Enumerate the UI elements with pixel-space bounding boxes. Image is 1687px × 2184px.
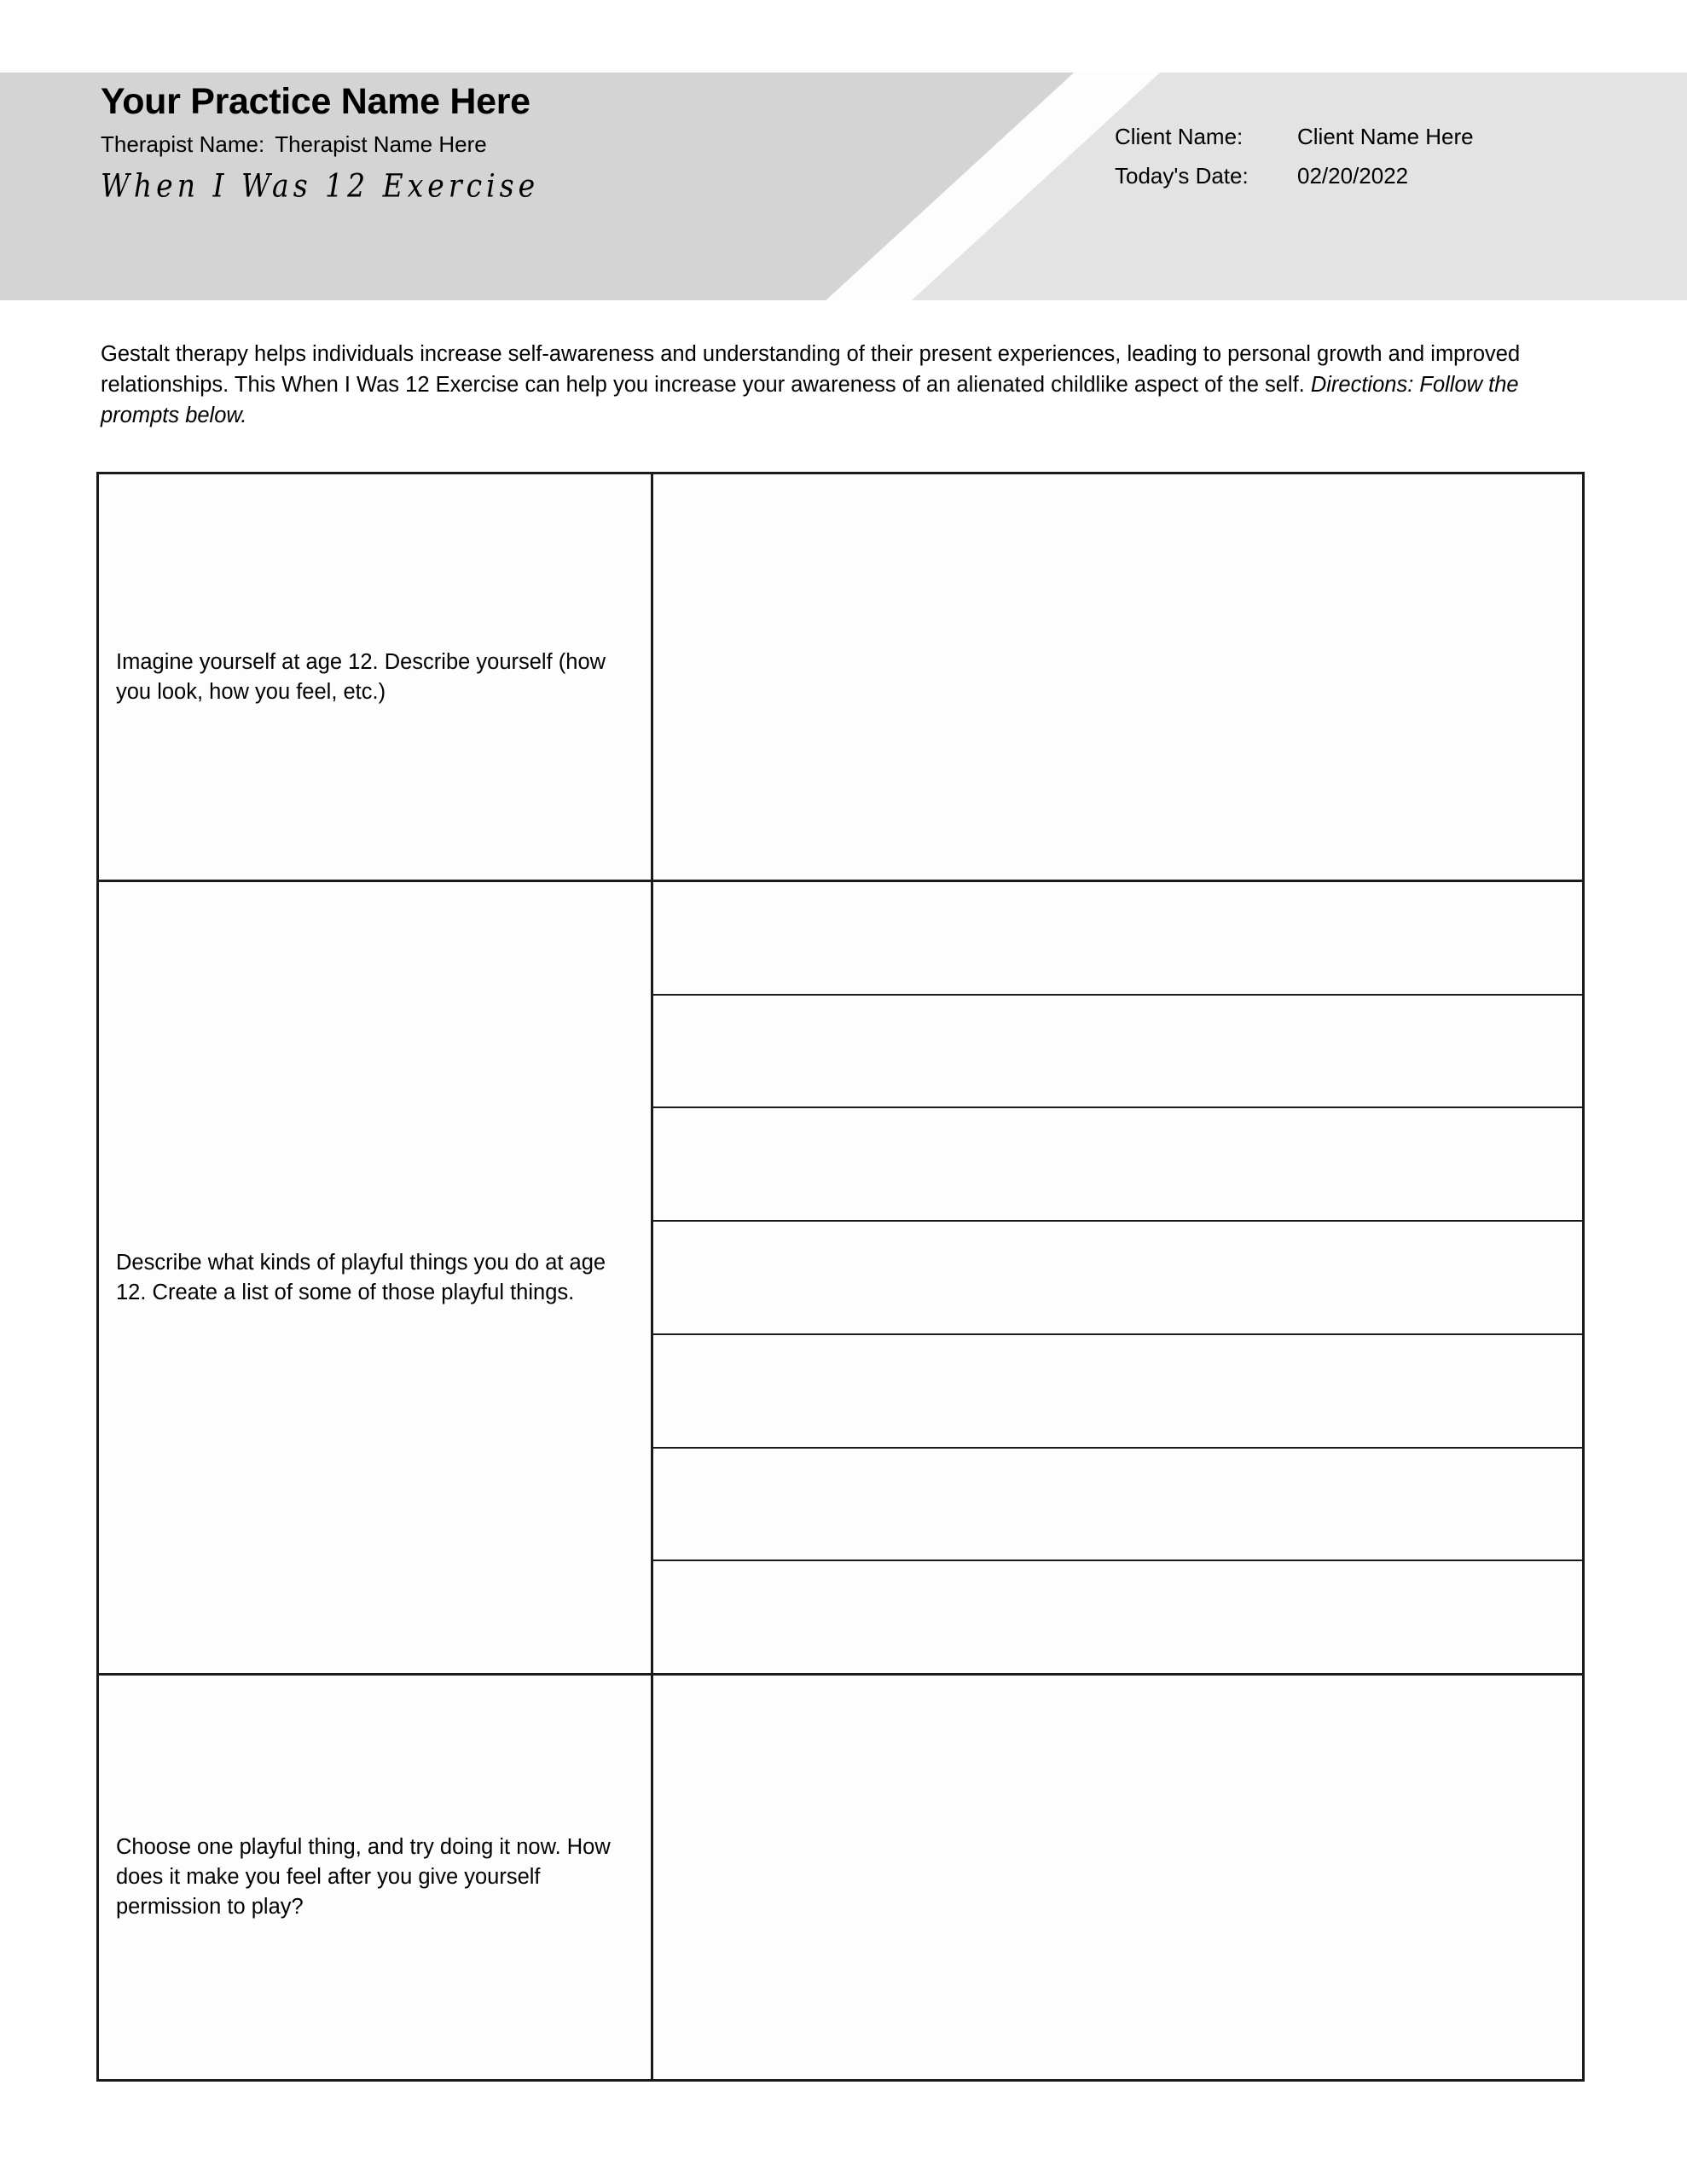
todays-date-label: Today's Date: xyxy=(1115,163,1249,189)
header-left-group xyxy=(101,81,954,205)
prompt-text-2: Describe what kinds of playful things you do at age 12. Create a list of some of those playful things. xyxy=(116,1250,606,1304)
answer-line[interactable] xyxy=(653,1449,1582,1562)
answer-line[interactable] xyxy=(653,882,1582,996)
table-row xyxy=(99,474,1582,882)
worksheet-table xyxy=(96,472,1585,2082)
therapist-name-label: Therapist Name: xyxy=(101,131,265,158)
answer-cell-3[interactable] xyxy=(653,1676,1582,2079)
exercise-title: When I Was 12 Exercise xyxy=(101,167,540,205)
client-name-value[interactable]: Client Name Here xyxy=(1297,124,1474,149)
answer-line[interactable] xyxy=(653,996,1582,1109)
prompt-cell-3 xyxy=(99,1676,653,2079)
practice-name: Your Practice Name Here xyxy=(101,81,530,122)
intro-directions: Directions: Follow the prompts below. xyxy=(101,372,1519,427)
page-header xyxy=(0,73,1687,300)
answer-line[interactable] xyxy=(653,1222,1582,1335)
header-right-group xyxy=(1115,122,1474,201)
client-name-row xyxy=(1115,122,1474,151)
answer-cell-2 xyxy=(653,882,1582,1673)
answer-line-list xyxy=(653,882,1582,1673)
prompt-cell-1 xyxy=(99,474,653,880)
answer-line[interactable] xyxy=(653,1561,1582,1673)
answer-cell-1[interactable] xyxy=(653,474,1582,880)
therapist-name-value[interactable]: Therapist Name Here xyxy=(275,131,487,158)
answer-line[interactable] xyxy=(653,1108,1582,1222)
table-row xyxy=(99,882,1582,1676)
client-name-label: Client Name: xyxy=(1115,124,1244,149)
answer-line[interactable] xyxy=(653,1335,1582,1449)
prompt-text-3: Choose one playful thing, and try doing it now. How does it make you feel after you give yourself permission to play? xyxy=(116,1835,611,1919)
table-row xyxy=(99,1676,1582,2079)
prompt-text-1: Imagine yourself at age 12. Describe yourself (how you look, how you feel, etc.) xyxy=(116,649,606,704)
intro-body: Gestalt therapy helps individuals increase self-awareness and understanding of their present experiences, leading to personal growth and improved relationships. This When I Was 12 Exercise can help you increase your awareness of an alienated childlike aspect of the self. xyxy=(101,342,1521,397)
intro-paragraph xyxy=(101,340,1585,432)
todays-date-row xyxy=(1115,161,1474,190)
therapist-name-row xyxy=(101,131,954,158)
prompt-cell-2 xyxy=(99,882,653,1673)
todays-date-value[interactable]: 02/20/2022 xyxy=(1297,163,1409,189)
